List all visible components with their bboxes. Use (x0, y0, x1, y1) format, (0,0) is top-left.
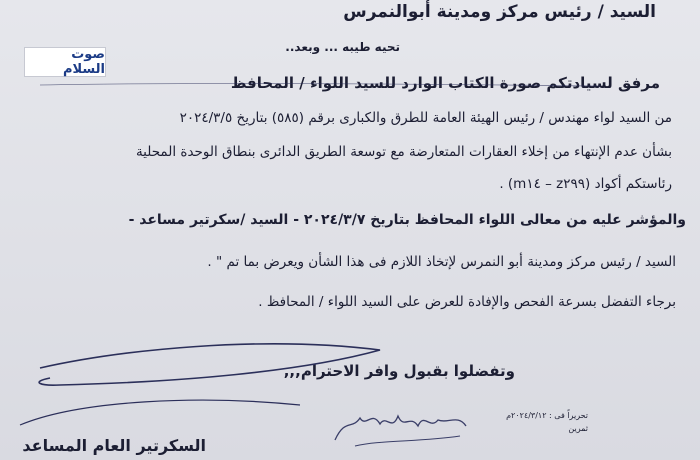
addressee: السيد / رئيس مركز ومدينة أبوالنمرس (343, 2, 656, 22)
body-line-1: من السيد لواء مهندس / رئيس الهيئة العامة للطرق والكبارى برقم (٥٨٥) بتاريخ ٢٠٢٤/٣/٥ (179, 110, 672, 126)
endorsement-line: والمؤشر عليه من معالى اللواء المحافظ بتاريخ ٢٠٢٤/٣/٧ - السيد /سكرتير مساعد - (128, 212, 686, 228)
date-sub: ثمرين (568, 424, 588, 433)
greeting: تحيه طيبه ... وبعد.. (285, 40, 400, 54)
handwritten-curve (20, 400, 300, 425)
body-line-4: السيد / رئيس مركز ومدينة أبو النمرس لإتخاذ اللازم فى هذا الشأن ويعرض بما تم " . (207, 254, 676, 270)
closing-line: وتفضلوا بقبول وافر الاحترام,,, (283, 362, 515, 380)
date-label: تحريراً فى : ٢٠٢٤/٣/١٢م (506, 411, 588, 420)
body-line-3: رئاستكم أكواد (z٢٩٩ – m١٤) . (499, 176, 672, 192)
logo-text: صوت السلام (63, 47, 105, 77)
body-line-2: بشأن عدم الإنتهاء من إخلاء العقارات المتعارضة مع توسعة الطريق الدائرى بنطاق الوحدة المحلية (135, 144, 672, 160)
underline-mark (40, 83, 600, 86)
request-line: برجاء التفضل بسرعة الفحص والإفادة للعرض على السيد اللواء / المحافظ . (258, 294, 676, 310)
signatory-title: السكرتير العام المساعد (22, 436, 206, 455)
signature-flourish (355, 436, 460, 446)
handwritten-signature (335, 416, 466, 440)
handwritten-swirl (39, 344, 380, 385)
attachment-line: مرفق لسيادتكم صورة الكتاب الوارد للسيد اللواء / المحافظ (230, 74, 660, 92)
